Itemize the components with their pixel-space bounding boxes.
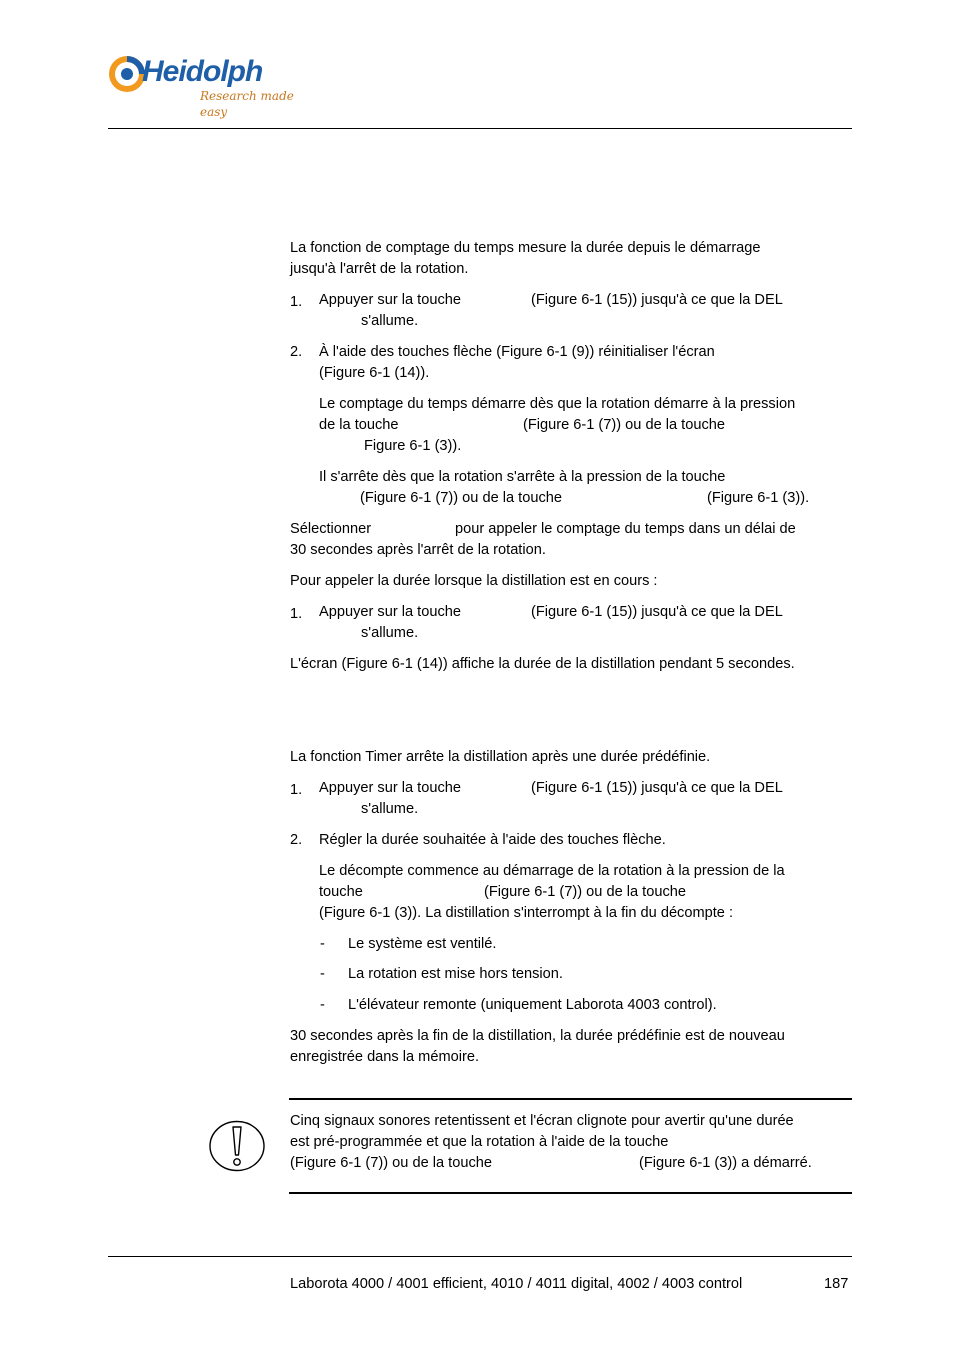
note-line2: est pré-programmée et que la rotation à l'aide de la touche [290,1134,669,1150]
counter-start-line1: Le comptage du temps démarre dès que la rotation démarre à la pression [319,396,796,412]
counter-stop-line2a: (Figure 6-1 (7)) ou de la touche [360,490,562,506]
counter-start-line3: Figure 6-1 (3)). [364,438,462,454]
counter-step2-line2: (Figure 6-1 (14)). [319,365,430,381]
bullet-text: L'élévateur remonte (uniquement Laborota 4003 control). [348,997,717,1013]
counter-during-para: Pour appeler la durée lorsque la distillation est en cours : [290,573,658,589]
page-number: 187 [824,1276,849,1292]
timer-after-line2: enregistrée dans la mémoire. [290,1049,479,1065]
counter-intro-line1: La fonction de comptage du temps mesure la durée depuis le démarrage [290,240,761,256]
timer-after-line1: 30 secondes après la fin de la distillation, la durée prédéfinie est de nouveau [290,1028,785,1044]
bullet-text: La rotation est mise hors tension. [348,966,563,982]
counter-intro-line2: jusqu'à l'arrêt de la rotation. [290,261,469,277]
timer-countdown-line3: (Figure 6-1 (3)). La distillation s'interrompt à la fin du décompte : [319,905,734,921]
header-rule [108,128,852,129]
counter-display-para: L'écran (Figure 6-1 (14)) affiche la durée de la distillation pendant 5 secondes. [290,656,795,672]
bullet-dash: - [320,997,325,1013]
timer-step2-number: 2. [290,832,303,848]
timer-step2-line1: Régler la durée souhaitée à l'aide des touches flèche. [319,832,666,848]
note-bottom-bar [289,1192,852,1194]
counter-stop-line1: Il s'arrête dès que la rotation s'arrête à la pression de la touche [319,469,726,485]
counter-step1b-text-b: (Figure 6-1 (15)) jusqu'à ce que la DEL [531,604,783,620]
counter-step1-number: 1. [290,294,303,310]
bullet-text: Le système est ventilé. [348,936,497,952]
bullet-dash: - [320,966,325,982]
note-top-bar [289,1098,852,1100]
timer-intro: La fonction Timer arrête la distillation après une durée prédéfinie. [290,749,711,765]
counter-select-line2: 30 secondes après l'arrêt de la rotation. [290,542,546,558]
footer-rule [108,1256,852,1257]
footer-product-line: Laborota 4000 / 4001 efficient, 4010 / 4011 digital, 4002 / 4003 control [290,1276,743,1292]
counter-select-line1b: pour appeler le comptage du temps dans un délai de [455,521,796,537]
brand-tagline: Research made easy [200,89,294,119]
counter-select-line1a: Sélectionner [290,521,372,537]
bullet-dash: - [320,936,325,952]
counter-step1b-text-c: s'allume. [361,625,419,641]
note-line3a: (Figure 6-1 (7)) ou de la touche [290,1155,492,1171]
counter-stop-line2b: (Figure 6-1 (3)). [707,490,810,506]
counter-step1b-text-a: Appuyer sur la touche [319,604,461,620]
timer-countdown-line1: Le décompte commence au démarrage de la rotation à la pression de la [319,863,785,879]
counter-step1b-number: 1. [290,606,303,622]
counter-step2-number: 2. [290,344,303,360]
warning-exclamation-icon [208,1119,266,1173]
note-line3b: (Figure 6-1 (3)) a démarré. [639,1155,812,1171]
timer-step1-text-c: s'allume. [361,801,419,817]
counter-start-line2b: (Figure 6-1 (7)) ou de la touche [523,417,725,433]
counter-step1-text-a: Appuyer sur la touche [319,292,461,308]
note-line1: Cinq signaux sonores retentissent et l'écran clignote pour avertir qu'une durée [290,1113,794,1129]
timer-step1-number: 1. [290,782,303,798]
counter-step1-text-b: (Figure 6-1 (15)) jusqu'à ce que la DEL [531,292,783,308]
timer-countdown-line2a: touche [319,884,363,900]
counter-step2-line1: À l'aide des touches flèche (Figure 6-1 (9)) réinitialiser l'écran [319,344,715,360]
brand-name: Heidolph [142,55,263,88]
timer-step1-text-a: Appuyer sur la touche [319,780,461,796]
timer-countdown-line2b: (Figure 6-1 (7)) ou de la touche [484,884,686,900]
heidolph-logo [108,50,323,119]
counter-start-line2a: de la touche [319,417,399,433]
counter-step1-text-c: s'allume. [361,313,419,329]
timer-step1-text-b: (Figure 6-1 (15)) jusqu'à ce que la DEL [531,780,783,796]
